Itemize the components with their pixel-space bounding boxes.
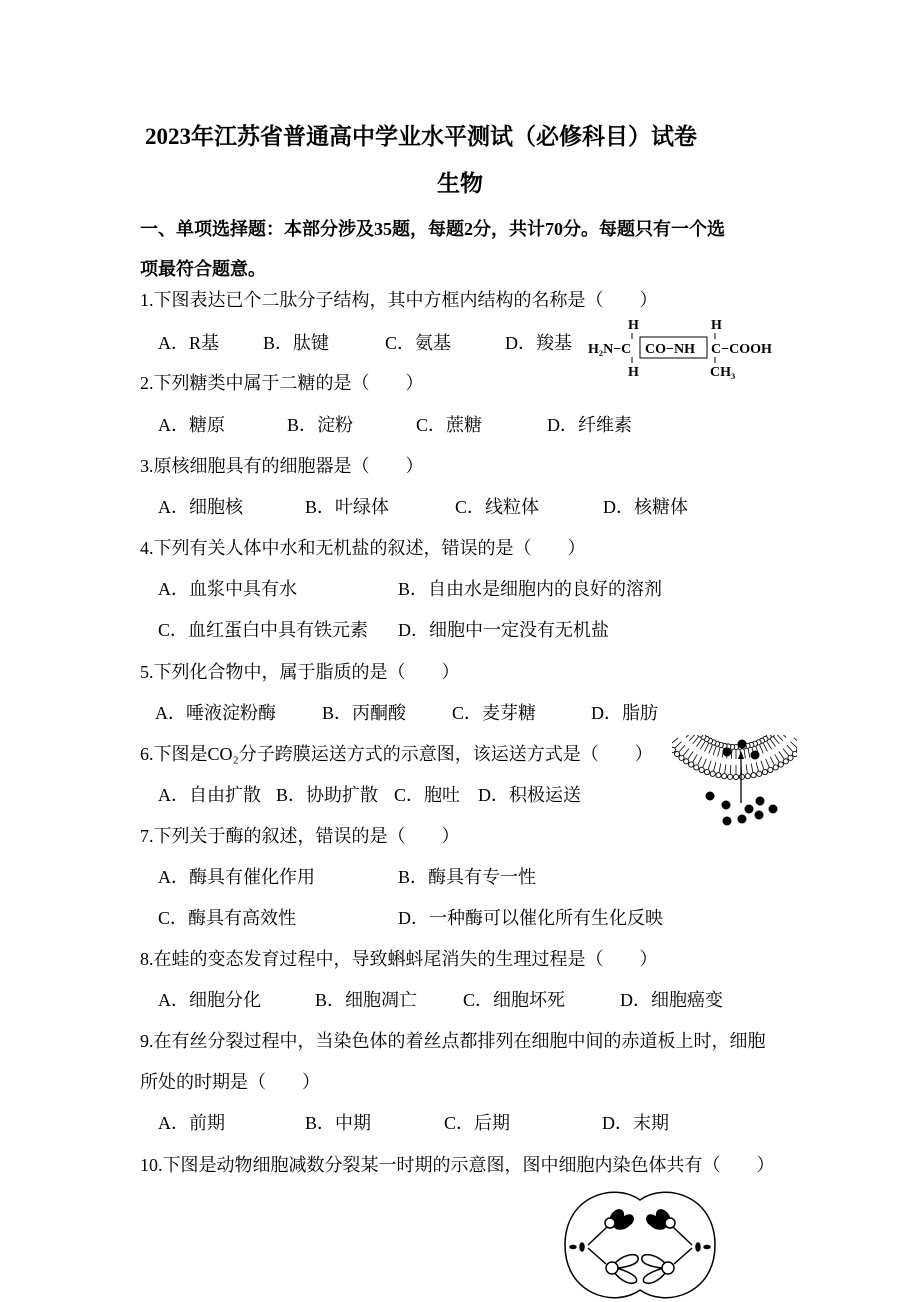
dipeptide-structure-figure (588, 315, 783, 381)
q1-option-d[interactable]: D．羧基 (505, 333, 572, 353)
q9-option-b[interactable]: B．中期 (305, 1113, 372, 1133)
phospholipid-head (762, 769, 767, 774)
phospholipid-tail (766, 759, 770, 767)
q5-option-a[interactable]: A．唾液淀粉酶 (155, 703, 276, 723)
phospholipid-head (788, 755, 793, 760)
phospholipid-head (778, 762, 783, 767)
phospholipid-head (689, 762, 694, 767)
q3-option-a[interactable]: A．细胞核 (158, 497, 243, 517)
question-9-cont: 所处的时期是（ ） (140, 1072, 320, 1092)
phospholipid-tail (783, 748, 789, 755)
q3-option-b[interactable]: B．叶绿体 (305, 497, 390, 517)
q6-option-c[interactable]: C．胞吐 (394, 785, 461, 805)
meiosis-cell-figure (560, 1190, 720, 1302)
chromosomes-right (642, 1210, 710, 1283)
phospholipid-tail (718, 748, 720, 757)
q9-option-d[interactable]: D．末期 (602, 1113, 669, 1133)
q8-option-c[interactable]: C．细胞坏死 (463, 990, 566, 1010)
q5-option-d[interactable]: D．脂肪 (591, 703, 658, 723)
q3-option-d[interactable]: D．核糖体 (603, 497, 688, 517)
phospholipid-tail (756, 762, 758, 771)
question-9: 9.在有丝分裂过程中，当染色体的着丝点都排列在细胞中间的赤道板上时，细胞 (140, 1031, 766, 1051)
q2-option-a[interactable]: A．糖原 (158, 415, 225, 435)
phospholipid-tail (698, 757, 702, 765)
question-2: 2.下列糖类中属于二糖的是（ ） (140, 373, 424, 393)
phospholipid-tail (748, 749, 750, 758)
phospholipid-tail (725, 764, 726, 773)
q6-option-d[interactable]: D．积极运送 (478, 785, 581, 805)
phospholipid-tail (777, 735, 783, 741)
phospholipid-tail (688, 752, 693, 759)
phospholipid-tail (713, 747, 716, 755)
phospholipid-head (757, 771, 762, 776)
q8-option-b[interactable]: B．细胞凋亡 (315, 990, 418, 1010)
phospholipid-tail (693, 737, 699, 744)
q4-option-c[interactable]: C．血红蛋白中具有铁元素 (158, 620, 369, 640)
phospholipid-tail (760, 745, 764, 753)
page-title: 2023年江苏省普通高中学业水平测试（必修科目）试卷 (145, 124, 697, 149)
cell-membrane (565, 1192, 715, 1297)
q6-option-a[interactable]: A．自由扩散 (158, 785, 261, 805)
phospholipid-tail (744, 749, 745, 758)
phospholipid-head (733, 774, 738, 779)
phospholipid-tail (719, 763, 721, 772)
q9-option-a[interactable]: A．前期 (158, 1113, 225, 1133)
peptide-bond-label: CO−NH (645, 342, 695, 357)
phospholipid-tail (709, 745, 713, 753)
phospholipid-head (699, 767, 704, 772)
q7-option-b[interactable]: B．酶具有专一性 (398, 867, 537, 887)
phospholipid-head (710, 771, 715, 776)
question-4: 4.下列有关人体中水和无机盐的叙述，错误的是（ ） (140, 538, 586, 558)
phospholipid-tail (697, 739, 702, 746)
amino-group: H₂N−C (588, 342, 632, 357)
phospholipid-tail (780, 735, 787, 737)
q6-option-b[interactable]: B．协助扩散 (276, 785, 379, 805)
question-5: 5.下列化合物中，属于脂质的是（ ） (140, 662, 460, 682)
q4-option-a[interactable]: A．血浆中具有水 (158, 579, 297, 599)
phospholipid-tail (775, 754, 780, 762)
phospholipid-head (745, 774, 750, 779)
q7-option-c[interactable]: C．酶具有高效性 (158, 908, 297, 928)
q4-option-b[interactable]: B．自由水是细胞内的良好的溶剂 (398, 579, 663, 599)
phospholipid-head (722, 774, 727, 779)
phospholipid-tail (700, 741, 705, 749)
phospholipid-tail (751, 763, 753, 772)
q7-option-d[interactable]: D．一种酶可以催化所有生化反映 (398, 908, 663, 928)
phospholipid-tail (683, 748, 689, 755)
phospholipid-tail (703, 759, 707, 767)
phospholipid-tail (686, 735, 693, 737)
phospholipid-tail (774, 737, 780, 744)
question-7: 7.下列关于酶的叙述，错误的是（ ） (140, 826, 460, 846)
phospholipid-tail (705, 743, 709, 751)
q8-option-d[interactable]: D．细胞癌变 (620, 990, 723, 1010)
phospholipid-head (751, 773, 756, 778)
arrow-head-icon (738, 751, 744, 759)
phospholipid-tail (679, 745, 685, 752)
h-atom-bottom: H (628, 365, 639, 380)
phospholipid-head (728, 774, 733, 779)
q2-option-c[interactable]: C．蔗糖 (416, 415, 483, 435)
q9-option-c[interactable]: C．后期 (444, 1113, 511, 1133)
phospholipid-tail (689, 735, 695, 741)
h-atom-top-1: H (628, 318, 639, 333)
question-8: 8.在蛙的变态发育过程中，导致蝌蚪尾消失的生理过程是（ ） (140, 949, 658, 969)
phospholipid-tail (672, 738, 678, 744)
phospholipid-tail (693, 754, 698, 762)
subject-title: 生物 (437, 171, 483, 196)
q8-option-a[interactable]: A．细胞分化 (158, 990, 261, 1010)
q2-option-b[interactable]: B．淀粉 (287, 415, 354, 435)
chromosomes-left (570, 1210, 638, 1283)
q1-option-a[interactable]: A．R基 (158, 333, 220, 353)
phospholipid-head (716, 773, 721, 778)
phospholipid-tail (730, 765, 731, 774)
section-heading-cont: 项最符合题意。 (140, 259, 266, 279)
phospholipid-head (792, 751, 797, 756)
phospholipid-head (773, 765, 778, 770)
h-atom-top-2: H (711, 318, 722, 333)
phospholipid-head (694, 765, 699, 770)
q1-option-b[interactable]: B．肽键 (263, 333, 330, 353)
phospholipid-tail (746, 764, 747, 773)
phospholipid-tail (787, 745, 793, 752)
question-10: 10.下图是动物细胞减数分裂某一时期的示意图，图中细胞内染色体共有（ ） (140, 1155, 775, 1175)
phospholipid-head (679, 755, 684, 760)
q2-option-d[interactable]: D．纤维素 (547, 415, 632, 435)
phospholipid-head (705, 769, 710, 774)
phospholipid-head (739, 774, 744, 779)
phospholipid-head (783, 759, 788, 764)
question-6: 6.下图是CO₂分子跨膜运送方式的示意图，该运送方式是（ ） (140, 744, 653, 764)
methyl-group: CH₃ (710, 365, 736, 380)
question-1: 1.下图表达已个二肽分子结构，其中方框内结构的名称是（ ） (140, 290, 658, 310)
q7-option-a[interactable]: A．酶具有催化作用 (158, 867, 315, 887)
phospholipid-head (768, 767, 773, 772)
phospholipid-tail (761, 761, 764, 769)
phospholipid-tail (794, 738, 797, 744)
phospholipid-head (698, 735, 703, 737)
phospholipid-tail (767, 741, 772, 749)
question-3: 3.原核细胞具有的细胞器是（ ） (140, 456, 424, 476)
q5-option-c[interactable]: C．麦芽糖 (452, 703, 537, 723)
phospholipid-tail (675, 742, 682, 748)
phospholipid-tail (708, 761, 711, 769)
phospholipid-head (684, 759, 689, 764)
phospholipid-tail (790, 742, 797, 748)
phospholipid-tail (770, 757, 774, 765)
phospholipid-tail (763, 743, 767, 751)
carboxyl-group: C−COOH (711, 342, 772, 357)
q3-option-c[interactable]: C．线粒体 (455, 497, 540, 517)
membrane-transport-figure (672, 735, 797, 830)
q4-option-d[interactable]: D．细胞中一定没有无机盐 (398, 620, 609, 640)
phospholipid-head (672, 747, 675, 752)
phospholipid-tail (770, 739, 775, 746)
section-heading: 一、单项选择题：本部分涉及35题，每题2分，共计70分。每题只有一个选 (140, 219, 725, 239)
q5-option-b[interactable]: B．丙酮酸 (322, 703, 407, 723)
phospholipid-tail (714, 762, 716, 771)
phospholipid-bilayer (672, 735, 797, 780)
q1-option-c[interactable]: C．氨基 (385, 333, 452, 353)
phospholipid-tail (779, 752, 784, 759)
phospholipid-head (674, 751, 679, 756)
